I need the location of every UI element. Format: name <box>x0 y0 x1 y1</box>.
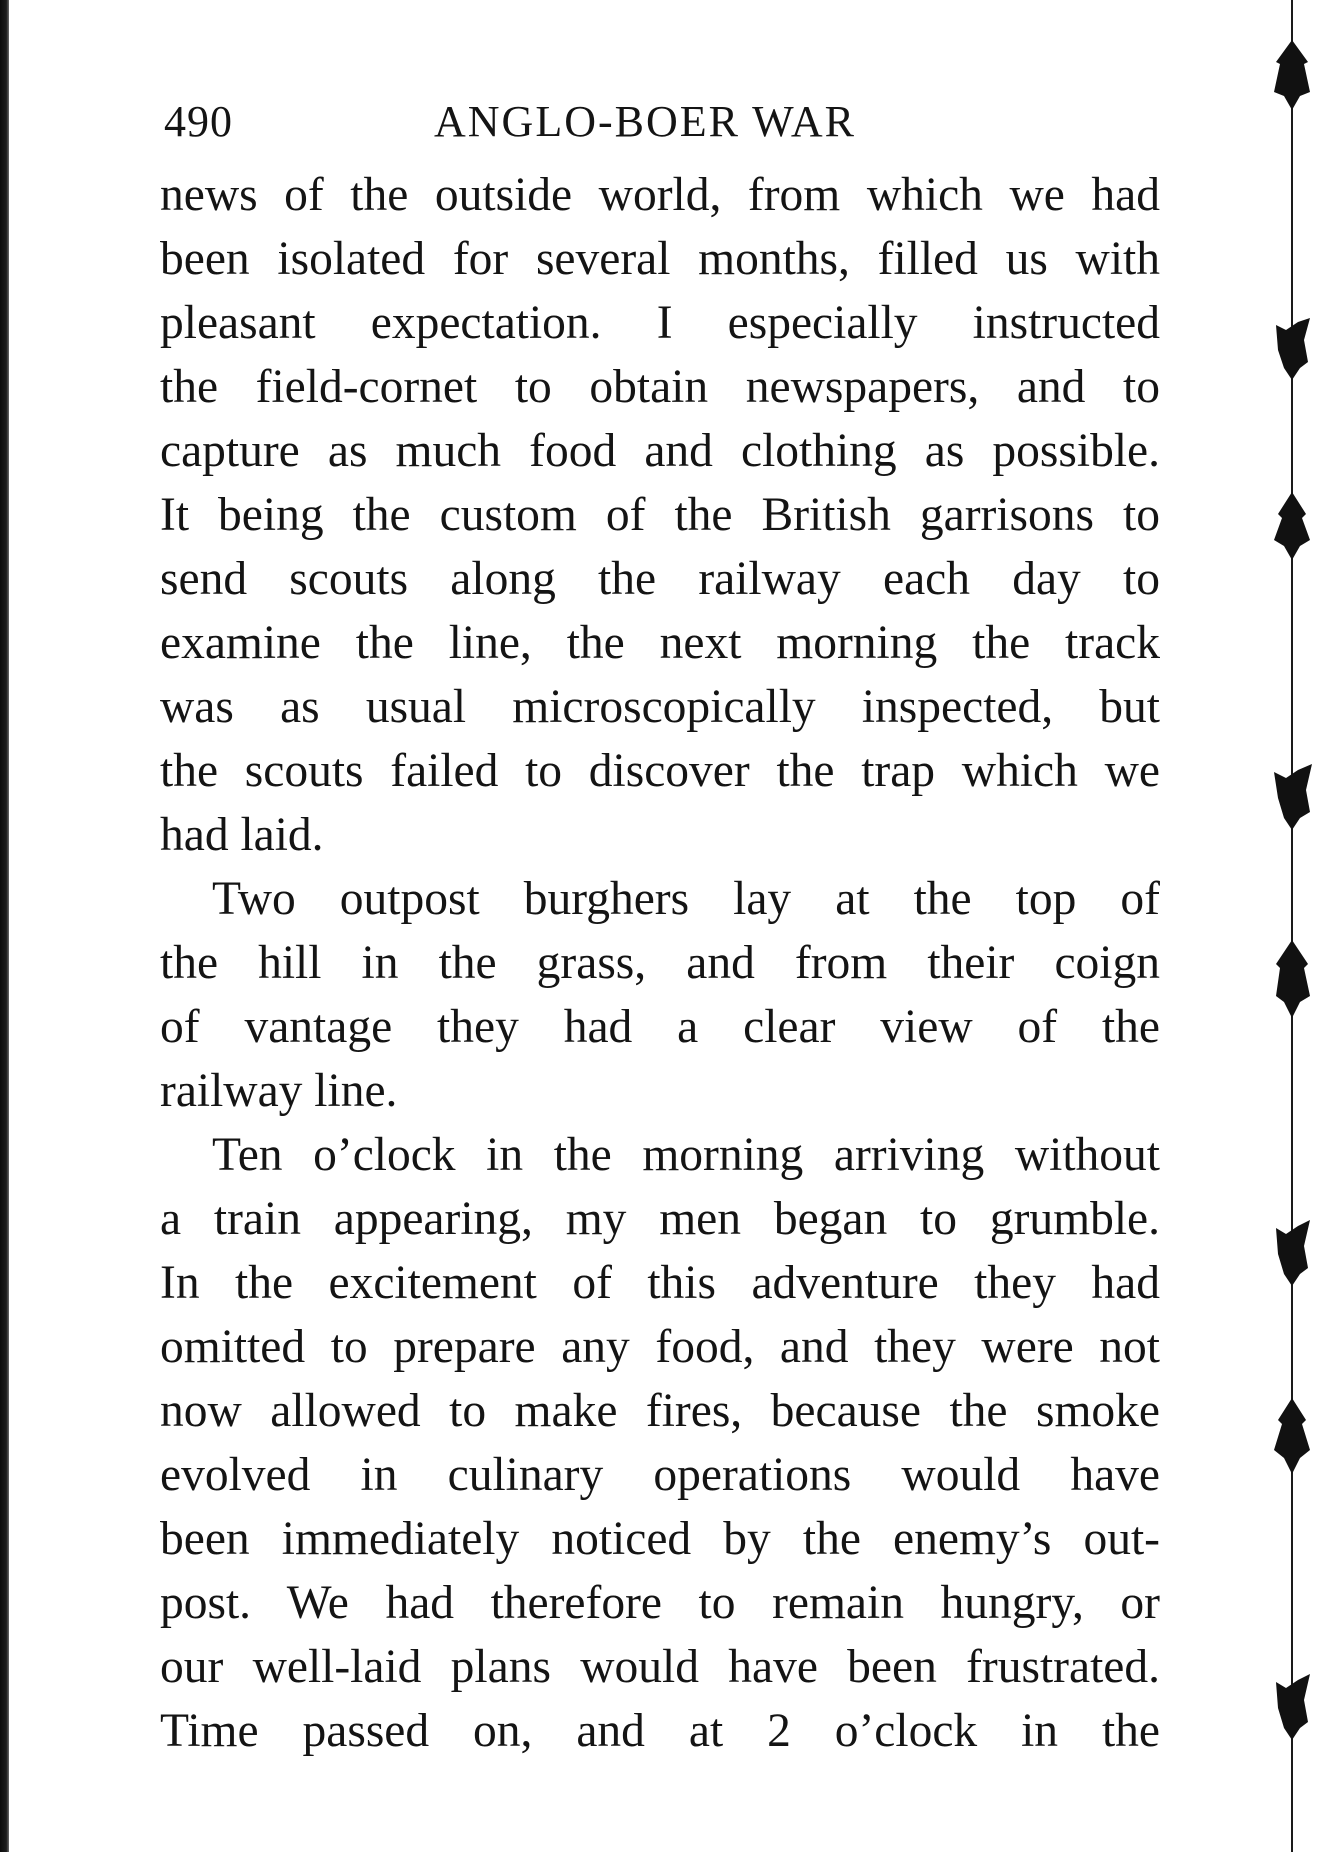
text-line: capture as much food and clothing as possible. <box>160 425 1160 477</box>
text-line: pleasant expectation. I especially instructed <box>160 297 1160 349</box>
ornament-down-icon <box>1274 764 1312 830</box>
fore-edge-ornament <box>1230 0 1343 1852</box>
text-line: the hill in the grass, and from their coign <box>160 937 1160 989</box>
text-line: the scouts failed to discover the trap which we <box>160 745 1160 797</box>
body-text <box>160 163 1160 1763</box>
text-line: evolved in culinary operations would have <box>160 1449 1160 1501</box>
ornament-down-icon <box>1276 1220 1310 1286</box>
text-line: our well-laid plans would have been frustrated. <box>160 1641 1160 1693</box>
text-line: been immediately noticed by the enemy’s out- <box>160 1513 1160 1565</box>
text-line: Time passed on, and at 2 o’clock in the <box>160 1705 1160 1757</box>
ornament-up-icon <box>1274 492 1310 560</box>
text-line: railway line. <box>160 1065 398 1117</box>
text-line: post. We had therefore to remain hungry, or <box>160 1577 1160 1629</box>
running-title: ANGLO-BOER WAR <box>434 97 856 146</box>
ornament-up-icon <box>1276 940 1310 1018</box>
text-line: of vantage they had a clear view of the <box>160 1001 1160 1053</box>
text-line: now allowed to make fires, because the smoke <box>160 1385 1160 1437</box>
text-line: news of the outside world, from which we had <box>160 169 1160 221</box>
text-line: send scouts along the railway each day to <box>160 553 1160 605</box>
text-line: omitted to prepare any food, and they were not <box>160 1321 1160 1373</box>
text-line: In the excitement of this adventure they had <box>160 1257 1160 1309</box>
page-number: 490 <box>164 97 233 146</box>
text-line: Two outpost burghers lay at the top of <box>212 873 1160 925</box>
text-line: It being the custom of the British garrisons to <box>160 489 1160 541</box>
text-line: had laid. <box>160 809 324 861</box>
text-line: been isolated for several months, filled us with <box>160 233 1160 285</box>
ornament-up-icon <box>1274 40 1310 110</box>
binding-edge <box>0 0 9 1852</box>
text-line: the field-cornet to obtain newspapers, and to <box>160 361 1160 413</box>
text-line: a train appearing, my men began to grumble. <box>160 1193 1160 1245</box>
text-line: Ten o’clock in the morning arriving without <box>212 1129 1160 1181</box>
text-line: examine the line, the next morning the track <box>160 617 1160 669</box>
ornament-down-icon <box>1276 318 1310 380</box>
running-head <box>164 96 1164 156</box>
text-line: was as usual microscopically inspected, but <box>160 681 1160 733</box>
ornament-up-icon <box>1274 1398 1310 1474</box>
ornament-down-icon <box>1276 1674 1310 1740</box>
